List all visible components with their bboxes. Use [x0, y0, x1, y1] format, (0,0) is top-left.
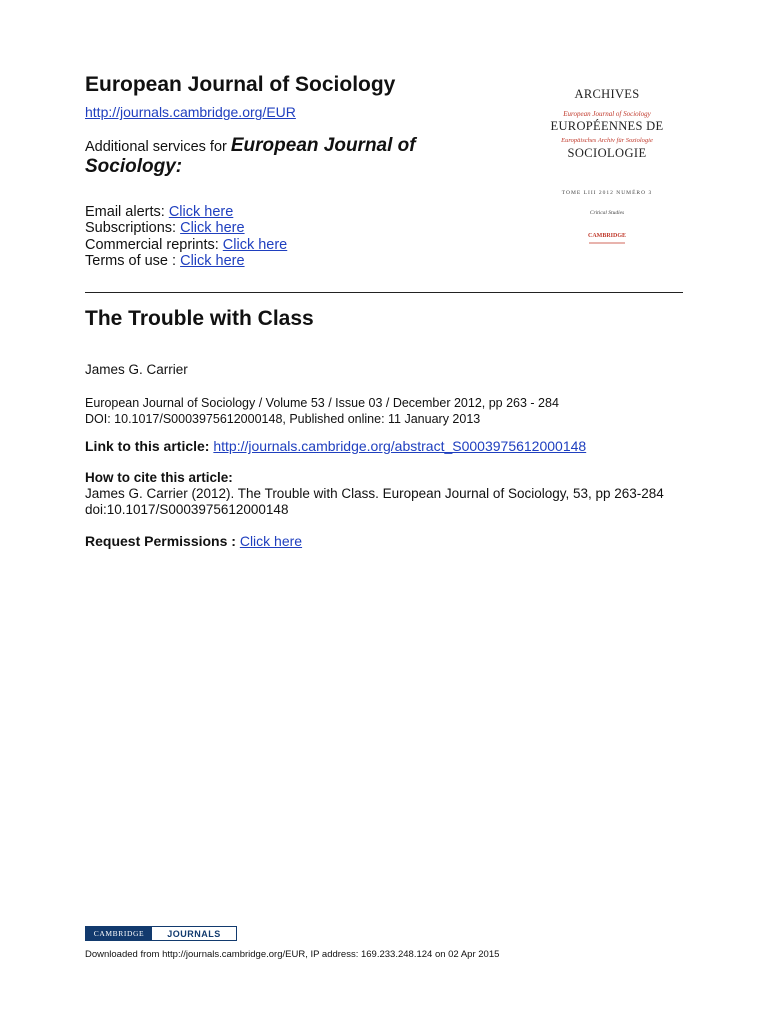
- service-label: Email alerts:: [85, 204, 169, 220]
- email-alerts-link[interactable]: Click here: [168, 204, 234, 220]
- cover-line-german: Europäisches Archiv für Soziologie: [561, 137, 653, 144]
- citation-details: [85, 396, 559, 427]
- cover-volume: TOME LIII 2012 NUMÉRO 3: [561, 190, 653, 196]
- terms-of-use-link[interactable]: Click here: [180, 252, 245, 269]
- link-label: Link to this article:: [85, 438, 214, 454]
- service-terms-of-use: [85, 253, 287, 269]
- how-to-cite: [85, 470, 685, 518]
- service-label: Commercial reprints:: [85, 236, 223, 253]
- request-permissions: [85, 533, 302, 549]
- service-label: Subscriptions:: [85, 220, 181, 237]
- journal-title: European Journal of Sociology: [85, 73, 396, 96]
- logo-cambridge: CAMBRIDGE: [86, 927, 152, 940]
- cite-text: James G. Carrier (2012). The Trouble with Class. European Journal of Sociology, 53, pp 263-284 doi:10.1017/S0003975612000148: [85, 486, 664, 517]
- cover-publisher-bar: [589, 242, 625, 244]
- journal-cover-image: [527, 85, 687, 255]
- article-link-line: [85, 438, 586, 454]
- citation-line: European Journal of Sociology / Volume 53 / Issue 03 / December 2012, pp 263 - 284: [85, 396, 559, 410]
- cover-line-archives: ARCHIVES: [574, 87, 640, 101]
- permissions-label: Request Permissions :: [85, 533, 240, 549]
- article-link[interactable]: http://journals.cambridge.org/abstract_S0003975612000148: [213, 438, 587, 454]
- additional-services: [85, 136, 465, 178]
- cambridge-journals-logo: [85, 926, 237, 941]
- service-label: Terms of use :: [85, 252, 181, 269]
- commercial-reprints-link[interactable]: Click here: [222, 236, 288, 253]
- doi-line: DOI: 10.1017/S0003975612000148, Published online: 11 January 2013: [85, 411, 481, 426]
- service-subscriptions: [85, 220, 287, 236]
- journal-url-link[interactable]: http://journals.cambridge.org/EUR: [85, 104, 296, 120]
- cite-label: How to cite this article:: [85, 470, 233, 485]
- divider: [85, 292, 683, 293]
- cover-line-europeennes: EUROPÉENNES DE: [550, 119, 664, 133]
- services-prefix: Additional services for: [85, 139, 231, 155]
- article-title: The Trouble with Class: [85, 307, 314, 330]
- service-email-alerts: [85, 204, 287, 220]
- cover-section: Critical Studies: [589, 210, 625, 216]
- cover-line-sociologie: SOCIOLOGIE: [567, 146, 647, 160]
- services-list: [85, 204, 287, 269]
- cover-publisher-logo: CAMBRIDGE: [587, 233, 626, 239]
- download-notice: Downloaded from http://journals.cambridge.org/EUR, IP address: 169.233.248.124 on 02 Apr 2015: [85, 949, 500, 960]
- subscriptions-link[interactable]: Click here: [180, 220, 245, 237]
- cover-line-english: European Journal of Sociology: [563, 110, 651, 118]
- request-permissions-link[interactable]: Click here: [239, 533, 303, 549]
- article-author: James G. Carrier: [85, 362, 188, 377]
- services-journal-name: European Journal of Sociology:: [85, 135, 416, 177]
- service-commercial-reprints: [85, 237, 287, 253]
- logo-journals: JOURNALS: [152, 927, 236, 940]
